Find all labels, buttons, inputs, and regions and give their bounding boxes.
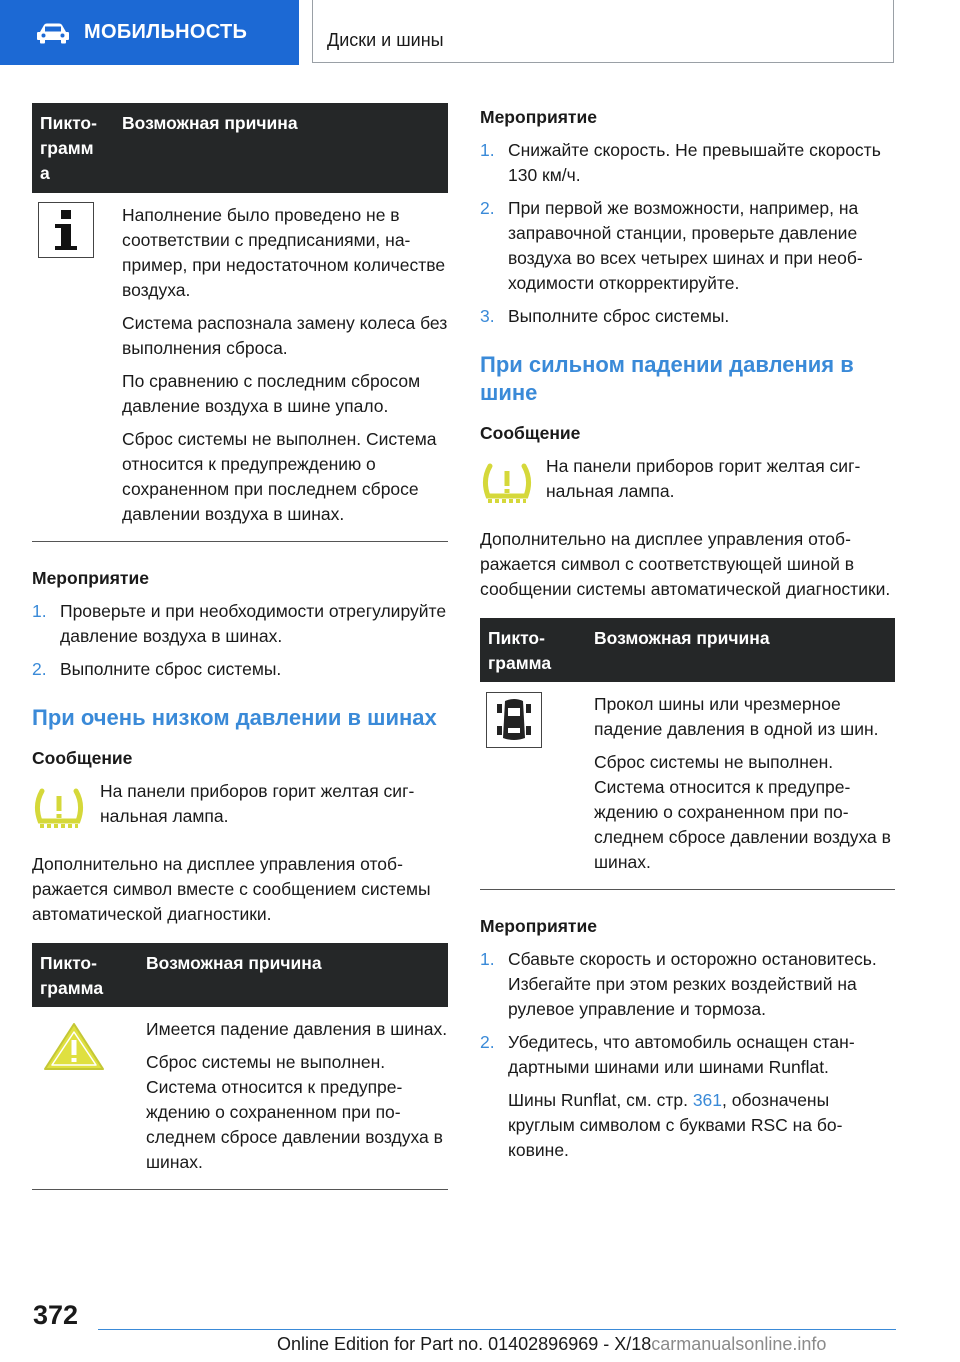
- table-cell-icon: [32, 1017, 146, 1183]
- footer-edition: [277, 1334, 826, 1355]
- cause-text: Наполнение было проведено не в соответствии с предписаниями, например, при недостаточном количестве воздуха.: [122, 205, 446, 300]
- section-tab[interactable]: [0, 0, 299, 65]
- edition-text: Online Edition for Part no. 01402896969 - X/18: [277, 1334, 652, 1354]
- table-header-pictogram: [32, 103, 122, 193]
- cause-text: Сброс системы не выполнен. Система относится к предупреждению о сохраненном при последнем сбросе давлении воздуха в шинах.: [146, 1052, 443, 1172]
- message-heading: Сообщение: [480, 423, 581, 443]
- measures-heading: Мероприятие: [480, 107, 597, 127]
- header-line: а: [40, 163, 50, 183]
- cause-text: Система распознала замену колеса без выполнения сброса.: [122, 313, 448, 358]
- list-text: Проверьте и при необходимости отрегулируйте давление воздуха в шинах.: [60, 601, 447, 646]
- table-header-cause: Возможная причина: [594, 628, 770, 648]
- watermark[interactable]: carmanualsonline.info: [651, 1334, 827, 1354]
- message-block: [32, 779, 448, 840]
- header-line: грамма: [40, 978, 104, 998]
- message-text: На панели приборов горит желтая сигнальная лампа.: [100, 781, 415, 826]
- measures-list: [480, 138, 895, 329]
- list-item: [32, 657, 448, 682]
- list-text: Убедитесь, что автомобиль оснащен стандартными шинами или шинами Runflat.: [508, 1032, 855, 1077]
- message-icon-cell: [32, 779, 100, 840]
- list-number: 2.: [32, 659, 47, 679]
- car-tire-top-view-icon: [486, 692, 542, 748]
- table-cell-cause: [122, 203, 448, 535]
- table-cell-cause: [594, 692, 895, 883]
- runflat-note: [508, 1088, 895, 1163]
- list-number: 2.: [480, 198, 495, 218]
- runflat-text: , обозначены круглым символом с буквами RSC на боковине.: [508, 1090, 843, 1160]
- page-number: 372: [33, 1300, 79, 1330]
- tire-pressure-warning-icon: [32, 787, 86, 833]
- list-item: [480, 196, 895, 296]
- pictogram-table-1: [32, 103, 448, 542]
- additional-text: Дополнительно на дисплее управления отображается символ вместе с сообщением системы автоматической диагностики.: [32, 854, 431, 924]
- table-row: [480, 682, 895, 890]
- list-number: 1.: [32, 601, 47, 621]
- measures-list: [32, 599, 448, 682]
- message-heading: Сообщение: [32, 748, 133, 768]
- table-header: [32, 103, 448, 193]
- list-item: [480, 138, 895, 188]
- list-item: [480, 304, 895, 329]
- section-heading: При сильном падении давления в шине: [480, 352, 854, 405]
- cause-text: Имеется падение давления в шинах.: [146, 1019, 448, 1039]
- list-item: [480, 947, 895, 1022]
- cause-text: По сравнению с последним сбросом давление воздуха в шине упало.: [122, 371, 421, 416]
- table-header-cause: Возможная причина: [122, 113, 298, 133]
- list-item: [480, 1030, 895, 1080]
- header-line: грамма: [488, 653, 552, 673]
- header-line: Пикто-: [40, 113, 97, 133]
- list-text: Выполните сброс системы.: [508, 306, 730, 326]
- list-number: 2.: [480, 1032, 495, 1052]
- cause-text: Сброс системы не выполнен. Система относится к предупреждению о сохраненном при последнем сбросе давлении воздуха в шинах.: [594, 752, 891, 872]
- list-text: Выполните сброс системы.: [60, 659, 282, 679]
- measures-heading: Мероприятие: [480, 916, 597, 936]
- chapter-header: [312, 0, 894, 63]
- list-number: 1.: [480, 140, 495, 160]
- list-number: 1.: [480, 949, 495, 969]
- pictogram-table-2: [32, 943, 448, 1190]
- list-text: При первой же возможности, например, на заправочной станции, проверьте давление воздуха во всех четырех шинах и при необходимости откорректируйте.: [508, 198, 863, 293]
- warning-triangle-icon: [42, 1021, 106, 1073]
- message-text: На панели приборов горит желтая сигнальная лампа.: [546, 456, 861, 501]
- table-cell-icon: [32, 203, 122, 535]
- runflat-text: Шины Runflat, см. стр.: [508, 1090, 693, 1110]
- message-block: [480, 454, 895, 515]
- table-cell-cause: [146, 1017, 448, 1183]
- cause-text: Сброс системы не выполнен. Система относится к предупреждению о сохраненном при последнем сбросе давлении воздуха в шинах.: [122, 429, 437, 524]
- list-number: 3.: [480, 306, 495, 326]
- section-heading: При очень низком давлении в шинах: [32, 705, 437, 730]
- left-column: [32, 103, 448, 1190]
- table-cell-icon: [480, 692, 594, 883]
- cause-text: Прокол шины или чрезмерное падение давления в одной из шин.: [594, 694, 879, 739]
- page-link[interactable]: 361: [692, 1090, 723, 1110]
- right-column: [480, 103, 895, 1171]
- list-text: Сбавьте скорость и осторожно остановитесь. Избегайте при этом резких воздействий на рулевое управление и тормоза.: [508, 949, 877, 1019]
- info-icon: [38, 202, 94, 258]
- table-row: [32, 193, 448, 542]
- list-item: [32, 599, 448, 649]
- tire-pressure-warning-icon: [480, 462, 534, 508]
- table-row: [32, 1007, 448, 1190]
- table-header-pictogram: [480, 618, 594, 682]
- table-header-pictogram: [32, 943, 146, 1007]
- pictogram-table-3: [480, 618, 895, 890]
- table-header: [32, 943, 448, 1007]
- table-header: [480, 618, 895, 682]
- chapter-title: Диски и шины: [327, 30, 444, 50]
- header-line: грамм: [40, 138, 94, 158]
- measures-heading: Мероприятие: [32, 568, 149, 588]
- section-title: МОБИЛЬНОСТЬ: [84, 21, 248, 43]
- table-header-cause: Возможная причина: [146, 953, 322, 973]
- message-icon-cell: [480, 454, 546, 515]
- header-line: Пикто-: [40, 953, 97, 973]
- header-line: Пикто-: [488, 628, 545, 648]
- list-text: Снижайте скорость. Не превышайте скорость 130 км/ч.: [508, 140, 881, 185]
- measures-list: [480, 947, 895, 1080]
- footer-rule: [98, 1329, 896, 1330]
- car-icon: [36, 22, 70, 44]
- additional-text: Дополнительно на дисплее управления отображается символ с соответствующей шиной в сообщении системы автоматической диагностики.: [480, 529, 891, 599]
